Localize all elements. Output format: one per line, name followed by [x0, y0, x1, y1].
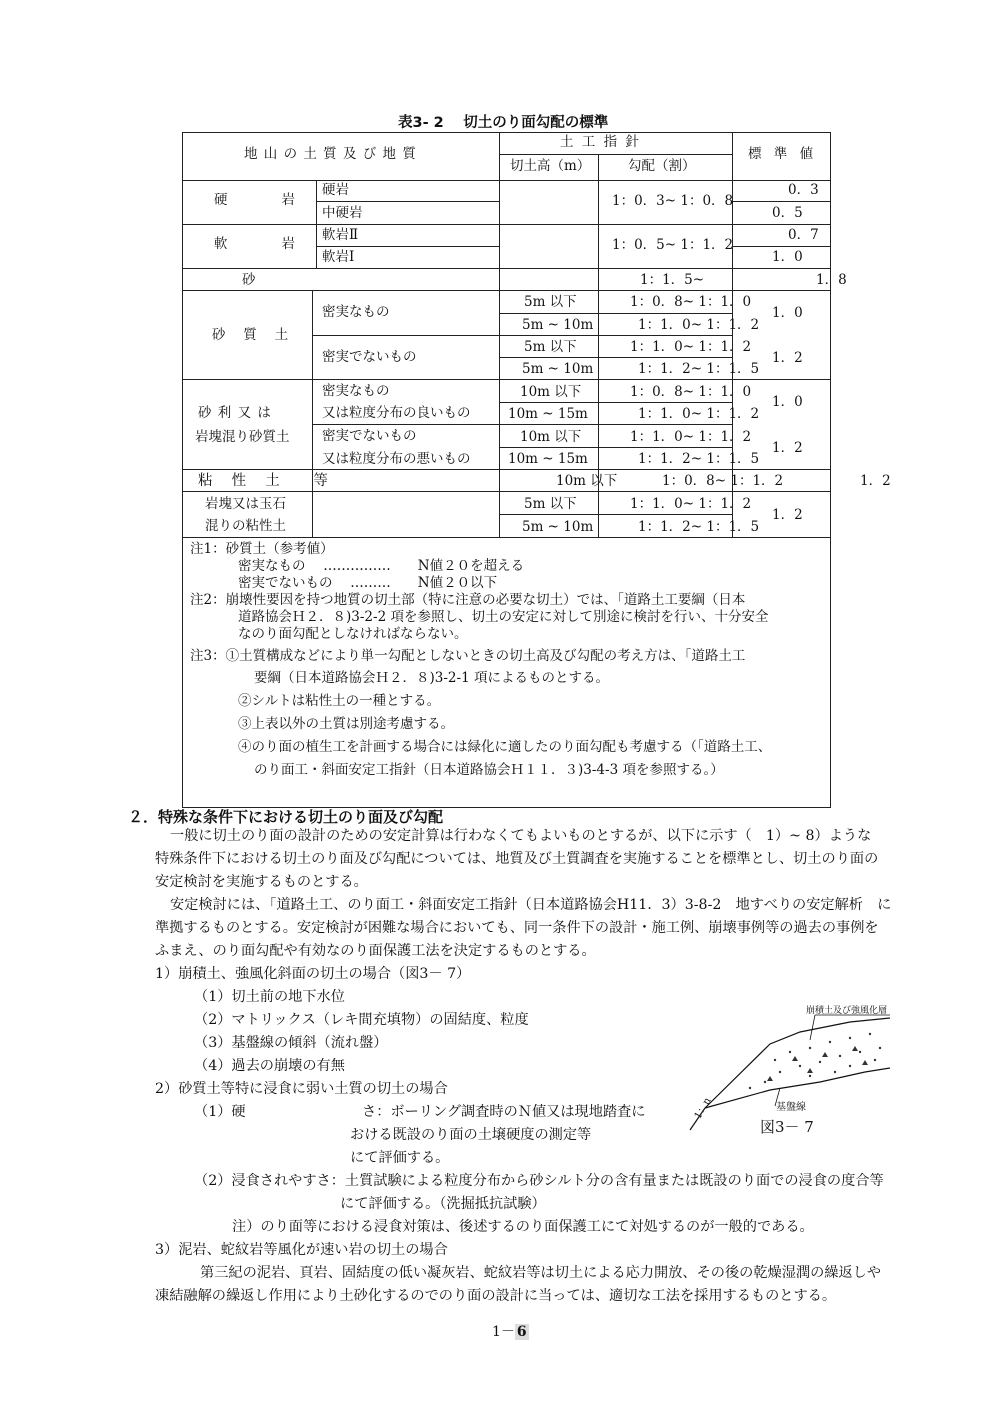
- note3-l5: ④のり面の植生工を計画する場合には緑化に適したのり面勾配も考慮する（「道路土工、: [238, 739, 772, 755]
- gravel-dense2: 又は粒度分布の良いもの: [322, 405, 471, 421]
- para2-l1: 安定検討には、「道路土工、のり面工・斜面安定工指針（日本道路協会H11．3）3-8-2 地すべりの安定解析 に: [170, 897, 892, 913]
- sandy-s1: 1：0．8~ 1：1．0: [630, 294, 752, 310]
- note3-l6: のり面工・斜面安定工指針（日本道路協会Ｈ１１．３)3-4-3 項を参照する。）: [254, 762, 724, 778]
- item2-b-l1: （2）浸食されやすさ：土質試験による粒度分布から砂シルト分の含有量または既設のり面での浸食の度合等: [194, 1173, 884, 1189]
- section-heading: ２．特殊な条件下における切土のり面及び勾配: [128, 808, 444, 826]
- item2-a-text2: おける既設のり面の土壌硬度の測定等: [350, 1127, 592, 1143]
- item2-a-text3: にて評価する。: [350, 1150, 450, 1166]
- para1-l2: 特殊条件下における切土のり面及び勾配については、地質及び土質調査を実施することを標準とし、切土のり面の: [155, 851, 879, 867]
- note3-l2: 要綱（日本道路協会Ｈ２．８)3-2-1 項によるものとする。: [254, 670, 609, 686]
- item1-c: （3）基盤線の傾斜（流れ盤）: [194, 1035, 388, 1051]
- note1-b: 密実でないもの ……… N値２０以下: [238, 575, 498, 591]
- page-number: [492, 1321, 529, 1341]
- base-label: 基盤線: [776, 1102, 806, 1113]
- item2-a-label: （1）硬: [194, 1104, 246, 1120]
- hard-rock-v1: 0．3: [788, 182, 819, 198]
- note2-l2: 道路協会Ｈ２．８)3-2-2 項を参照し、切土の安定に対して別途に検討を行い、十分安全: [238, 609, 769, 625]
- note1-a: 密実なもの …………… N値２０を超える: [238, 558, 525, 574]
- boulder-h1: 5m 以下: [524, 496, 577, 512]
- item2-b-l2: にて評価する。（洗掘抵抗試験）: [340, 1196, 546, 1212]
- gravel-s4: 1：1．2~ 1：1．5: [638, 451, 760, 467]
- gravel-loose2: 又は粒度分布の悪いもの: [322, 451, 471, 467]
- para1-l1: 一般に切土のり面の設計のための安定計算は行わなくてもよいものとするが、以下に示す（ 1）~ 8）ような: [170, 828, 872, 844]
- boulder-s2: 1：1．2~ 1：1．5: [638, 519, 760, 535]
- header-ground: 地 山 の 土 質 及 び 地 質: [244, 146, 417, 162]
- sand-slope: 1：1．5~: [640, 272, 705, 288]
- item2-note: 注）のり面等における浸食対策は、後述するのり面保護工にて対処するのが一般的である。: [232, 1219, 814, 1235]
- sandy-loose: 密実でないもの: [322, 349, 417, 365]
- sandy-h1: 5m 以下: [524, 294, 577, 310]
- sandy-h3: 5m 以下: [524, 339, 577, 355]
- soft-rock-sub2: 軟岩Ⅰ: [322, 249, 355, 265]
- sandy-std1: 1．0: [772, 305, 803, 321]
- note1-title: 注1：砂質土（参考値）: [190, 541, 334, 557]
- para2-l3: ふまえ、のり面勾配や有効なのり面保護工法を決定するものとする。: [155, 943, 596, 959]
- note3-l3: ②シルトは粘性土の一種とする。: [238, 693, 441, 709]
- soft-rock-sub1: 軟岩Ⅱ: [322, 227, 359, 243]
- item2-a-text1: さ：ボーリング調査時のＮ値又は現地踏査に: [362, 1104, 646, 1120]
- gravel-h3: 10m 以下: [520, 429, 582, 445]
- sandy-std2: 1．2: [772, 350, 803, 366]
- gravel-std2: 1．2: [772, 440, 803, 456]
- row-boulder-2: 混りの粘性土: [205, 518, 286, 534]
- note3-l1: 注3：①土質構成などにより単一勾配としないときの切土高及び勾配の考え方は、「道路土工: [190, 648, 746, 664]
- para1-l3: 安定検討を実施するものとする。: [155, 874, 368, 890]
- gravel-std1: 1．0: [772, 394, 803, 410]
- item1-b: （2）マトリックス（レキ間充填物）の固結度、粒度: [194, 1012, 529, 1028]
- row-gravel-2: 岩塊混り砂質土: [195, 429, 290, 445]
- sandy-h4: 5m ~ 10m: [522, 361, 594, 377]
- note2-l3: なのり面勾配としなければならない。: [238, 626, 468, 642]
- item1: 1）崩積土、強風化斜面の切土の場合（図3－ 7）: [155, 966, 471, 982]
- hard-rock-v2: 0．5: [772, 205, 803, 221]
- gravel-dense1: 密実なもの: [322, 383, 390, 399]
- header-slope: 勾配（割）: [628, 158, 696, 174]
- clay-slope: 1：0．8~ 1：1．2: [662, 473, 784, 489]
- para2-l2: 準拠するものとする。安定検討が困難な場合においても、同一条件下の設計・施工例、崩壊事例等の過去の事例を: [155, 920, 879, 936]
- figure-caption: 図3－ 7: [760, 1118, 814, 1136]
- header-standard: 標 準 値: [748, 146, 818, 162]
- hard-rock-slope: 1：0．3~ 1：0．8: [612, 193, 734, 209]
- header-guideline: 土 工 指 針: [560, 134, 641, 150]
- row-hard-rock: 硬 岩: [214, 192, 295, 208]
- gravel-s3: 1：1．0~ 1：1．2: [630, 429, 752, 445]
- boulder-s1: 1：1．0~ 1：1．2: [630, 496, 752, 512]
- slope-ratio-label: 1：n: [692, 1095, 714, 1122]
- row-soft-rock: 軟 岩: [214, 236, 295, 252]
- gravel-s2: 1：1．0~ 1：1．2: [638, 406, 760, 422]
- note2-l1: 注2：崩壊性要因を持つ地質の切土部（特に注意の必要な切土）では、「道路土工要綱（日本: [190, 592, 746, 608]
- item1-d: （4）過去の崩壊の有無: [194, 1058, 345, 1074]
- sand-std: 1．8: [816, 272, 847, 288]
- item2: 2）砂質土等特に浸食に弱い土質の切土の場合: [155, 1081, 448, 1097]
- sandy-s2: 1：1．0~ 1：1．2: [638, 317, 760, 333]
- item3-l1: 第三紀の泥岩、頁岩、固結度の低い凝灰岩、蛇紋岩等は切土による応力開放、その後の乾燥湿潤の繰返しや: [200, 1265, 882, 1281]
- hard-rock-sub2: 中硬岩: [322, 205, 363, 221]
- sandy-s4: 1：1．2~ 1：1．5: [638, 361, 760, 377]
- row-boulder-1: 岩塊又は玉石: [205, 496, 286, 512]
- header-cut-height: 切土高（m）: [510, 158, 591, 174]
- clay-height: 10m 以下: [556, 473, 618, 489]
- gravel-h2: 10m ~ 15m: [508, 406, 588, 422]
- row-sandy-soil: 砂 質 土: [212, 327, 289, 343]
- page-num: 6: [516, 1324, 527, 1340]
- note3-l4: ③上表以外の土質は別途考慮する。: [238, 716, 454, 732]
- item3-l2: 凍結融解の繰返し作用により土砂化するのでのり面の設計に当っては、適切な工法を採用するものとする。: [155, 1288, 837, 1304]
- table-caption: 表3- 2 切土のり面勾配の標準: [398, 115, 609, 131]
- item3: 3）泥岩、蛇紋岩等風化が速い岩の切土の場合: [155, 1242, 448, 1258]
- page-prefix: 1－: [492, 1324, 515, 1340]
- row-gravel-1: 砂 利 又 は: [198, 405, 272, 421]
- soft-rock-v2: 1．0: [772, 249, 803, 265]
- soft-rock-v1: 0．7: [788, 227, 819, 243]
- item1-a: （1）切土前の地下水位: [194, 989, 345, 1005]
- gravel-h1: 10m 以下: [520, 384, 582, 400]
- hard-rock-sub1: 硬岩: [322, 182, 349, 198]
- sandy-dense: 密実なもの: [322, 304, 390, 320]
- sandy-h2: 5m ~ 10m: [522, 317, 594, 333]
- clay-std: 1．2: [860, 473, 891, 489]
- gravel-s1: 1：0．8~ 1：1．0: [630, 384, 752, 400]
- soft-rock-slope: 1：0．5~ 1：1．2: [612, 237, 734, 253]
- row-clay: 粘 性 土 等: [198, 473, 328, 489]
- row-sand: 砂: [242, 272, 256, 288]
- gravel-h4: 10m ~ 15m: [508, 451, 588, 467]
- boulder-h2: 5m ~ 10m: [522, 519, 594, 535]
- gravel-loose1: 密実でないもの: [322, 428, 417, 444]
- sandy-s3: 1：1．0~ 1：1．2: [630, 339, 752, 355]
- layer-label: 崩積土及び強風化層: [806, 1006, 888, 1016]
- boulder-std: 1．2: [772, 507, 803, 523]
